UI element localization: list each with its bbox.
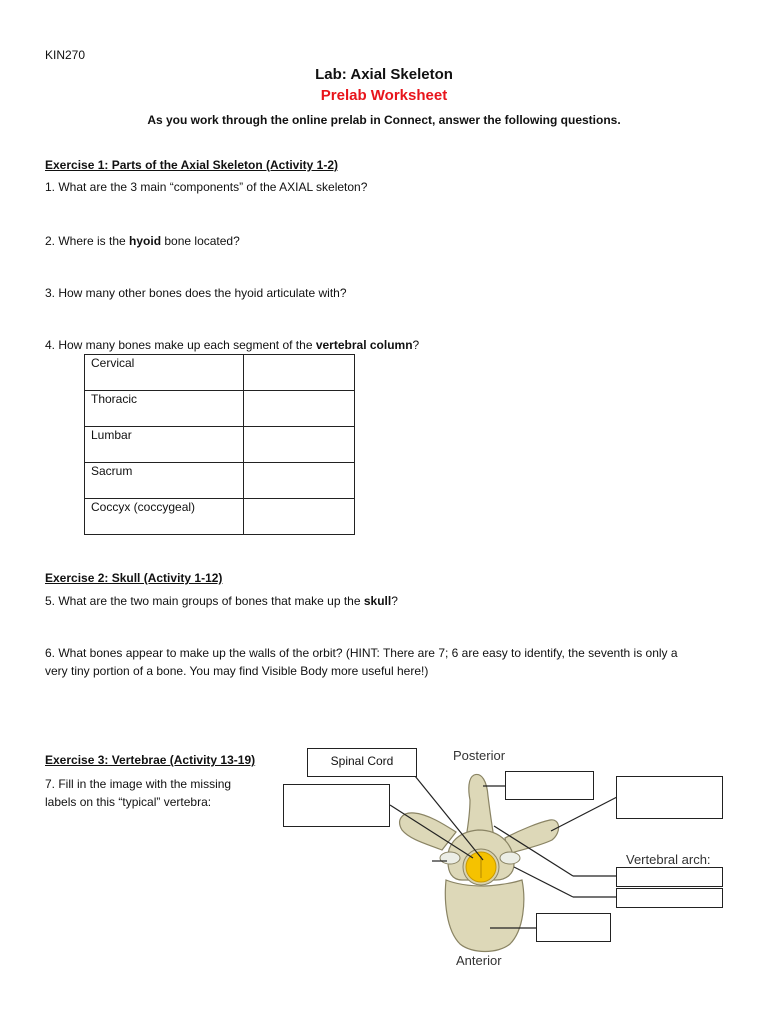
label-blank-box[interactable]	[283, 784, 390, 827]
segment-name: Cervical	[85, 355, 244, 391]
label-blank-box[interactable]	[616, 888, 723, 908]
q2-text-pre: 2. Where is the	[45, 234, 130, 248]
q4-text-bold: vertebral column	[315, 338, 413, 352]
label-blank-box[interactable]	[505, 771, 594, 800]
anterior-label: Anterior	[456, 953, 502, 968]
label-blank-box[interactable]	[616, 776, 723, 819]
segment-name: Thoracic	[85, 391, 244, 427]
vertebral-arch-label: Vertebral arch:	[626, 852, 711, 867]
spinal-cord-label: Spinal Cord	[330, 754, 394, 768]
spinal-cord-label-box	[307, 748, 417, 777]
exercise3-heading: Exercise 3: Vertebrae (Activity 13-19)	[45, 753, 256, 767]
question-6-line-1: 6. What bones appear to make up the walls of the orbit? (HINT: There are 7; 6 are easy to identify, the seventh is only a	[45, 646, 678, 660]
q5-text-pre: 5. What are the two main groups of bones that make up the	[45, 594, 364, 608]
question-7-line-1: 7. Fill in the image with the missing	[45, 777, 232, 791]
course-code: KIN270	[45, 48, 86, 62]
segment-name: Sacrum	[85, 463, 244, 499]
title-prefix: Lab:	[315, 66, 347, 83]
q5-text-post: ?	[391, 594, 398, 608]
q4-text-pre: 4. How many bones make up each segment of the	[45, 338, 316, 352]
label-blank-box[interactable]	[536, 913, 611, 942]
question-1: 1. What are the 3 main “components” of the AXIAL skeleton?	[45, 180, 368, 194]
question-7-line-2: labels on this “typical” vertebra:	[45, 795, 212, 809]
exercise1-heading: Exercise 1: Parts of the Axial Skeleton (Activity 1-2)	[45, 158, 338, 172]
right-articular-facet	[500, 852, 520, 864]
left-articular-facet	[440, 852, 460, 864]
title-rest: Axial Skeleton	[346, 66, 453, 83]
segment-name: Coccyx (coccygeal)	[85, 499, 244, 535]
q5-text-bold: skull	[363, 594, 392, 608]
vertebral-body	[445, 880, 523, 952]
label-blank-box[interactable]	[616, 867, 723, 887]
instructions: As you work through the online prelab in Connect, answer the following questions.	[147, 113, 621, 127]
q2-text-post: bone located?	[161, 234, 240, 248]
segment-name: Lumbar	[85, 427, 244, 463]
question-6-line-2: very tiny portion of a bone. You may find Visible Body more useful here!)	[45, 664, 429, 678]
left-transverse-process	[400, 813, 456, 850]
page-subtitle: Prelab Worksheet	[320, 87, 448, 104]
question-3: 3. How many other bones does the hyoid articulate with?	[45, 286, 347, 300]
spinous-process	[466, 774, 494, 838]
right-transverse-process	[505, 820, 559, 854]
q2-text-bold: hyoid	[129, 234, 162, 248]
q4-text-post: ?	[412, 338, 420, 352]
exercise2-heading: Exercise 2: Skull (Activity 1-12)	[45, 571, 223, 585]
posterior-label: Posterior	[453, 748, 506, 763]
